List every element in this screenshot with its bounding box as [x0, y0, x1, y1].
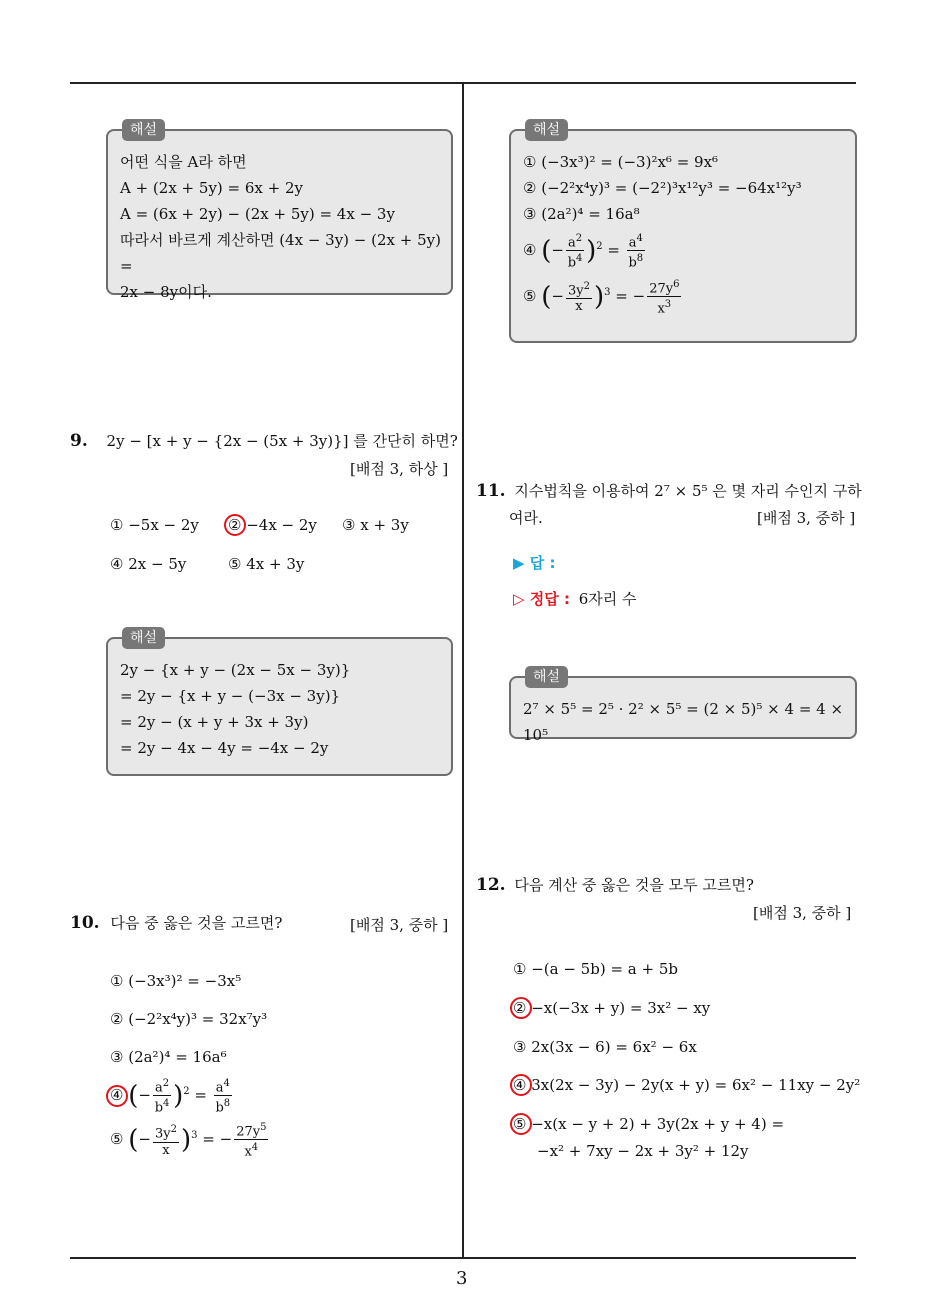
solution-line: A + (2x + 5y) = 6x + 2y [120, 179, 303, 197]
correct-answer-value: 6자리 수 [578, 590, 637, 608]
choice: ⑤ 4x + 3y [228, 555, 305, 573]
question-text-cont: 여라. [509, 509, 543, 527]
question-number: 10. [70, 913, 100, 933]
choice-5-expression: ⑤ (− $\frac{3y^2}{x}$ )$^3$ = − $\frac{27y^5}{x^4}$ [110, 1122, 267, 1160]
solution-line: = 2y − (x + y + 3x + 3y) [120, 713, 309, 731]
question-points: [배점 3, 중하 ] [753, 904, 852, 922]
question-11 [476, 480, 862, 501]
solution-box-q9 [106, 630, 453, 776]
solution-line: ③ (2a²)⁴ = 16a⁸ [523, 205, 640, 223]
question-number: 11. [476, 481, 506, 501]
solution-line: 2y − {x + y − (2x − 5x − 3y)} [120, 661, 351, 679]
page-number: 3 [456, 1268, 468, 1289]
correct-answer-label: ▷ 정답 : [513, 590, 570, 608]
question-points: [배점 3, 하상 ] [350, 460, 449, 478]
solution-tag: 해설 [122, 627, 165, 649]
choice-marker: ⑤ [110, 1129, 124, 1148]
question-12 [476, 874, 754, 895]
choice: ① −5x − 2y [110, 516, 199, 534]
solution-box-q11 [509, 669, 857, 744]
column-divider [462, 84, 464, 1258]
solution-line-4: ④ (− $\frac{a^2}{b^4}$ )$^2$ = $\frac{a^4}{b^8}$ [523, 233, 644, 271]
question-number: 9. [70, 431, 88, 451]
answer-label: ▶ 답 : [513, 554, 556, 572]
solution-line: = 2y − 4x − 4y = −4x − 2y [120, 739, 329, 757]
solution-line: 2x − 8y이다. [120, 283, 212, 301]
choice: ② −4x − 2y [228, 516, 317, 534]
question-points: [배점 3, 중하 ] [350, 916, 449, 934]
choice: ① −(a − 5b) = a + 5b [513, 960, 678, 978]
solution-line: 2⁷ × 5⁵ = 2⁵ · 2² × 5⁵ = (2 × 5)⁵ × 4 = 4 × 10⁵ [523, 700, 844, 744]
question-text: 다음 계산 중 옳은 것을 모두 고르면? [514, 876, 754, 894]
question-9 [70, 430, 458, 451]
choice: ④ 3x(2x − 3y) − 2y(x + y) = 6x² − 11xy − 2y² [513, 1076, 861, 1094]
solution-line: 따라서 바르게 계산하면 (4x − 3y) − (2x + 5y) = [120, 231, 441, 275]
choice: ④ 2x − 5y [110, 555, 187, 573]
solution-line: 어떤 식을 A라 하면 [120, 153, 247, 171]
choice-continued: −x² + 7xy − 2x + 3y² + 12y [537, 1142, 749, 1160]
solution-line-5: ⑤ (− $\frac{3y^2}{x}$ )$^3$ = − $\frac{27y^6}{x^3}$ [523, 278, 680, 317]
solution-box-q10 [509, 122, 857, 343]
solution-line: A = (6x + 2y) − (2x + 5y) = 4x − 3y [120, 205, 395, 223]
solution-tag: 해설 [525, 666, 568, 688]
solution-line: ① (−3x³)² = (−3)²x⁶ = 9x⁶ [523, 153, 719, 171]
choice-marker: ④ [523, 240, 537, 259]
solution-tag: 해설 [122, 119, 165, 141]
bottom-rule [70, 1257, 856, 1259]
choice-marker: ⑤ [523, 286, 537, 305]
choice: ② −x(−3x + y) = 3x² − xy [513, 999, 711, 1017]
choice: ① (−3x³)² = −3x⁵ [110, 972, 242, 990]
question-text: 2y − [x + y − {2x − (5x + 3y)}] 를 간단히 하면? [106, 432, 458, 450]
question-number: 12. [476, 875, 506, 895]
choice: ③ (2a²)⁴ = 16a⁶ [110, 1048, 227, 1066]
question-points: [배점 3, 중하 ] [757, 509, 856, 527]
solution-box-q8 [106, 122, 453, 301]
choice-marker: ④ [110, 1085, 124, 1104]
correct-answer-row [513, 588, 637, 609]
choice: ② (−2²x⁴y)³ = 32x⁷y³ [110, 1010, 268, 1028]
solution-tag: 해설 [525, 119, 568, 141]
question-text: 다음 중 옳은 것을 고르면? [110, 914, 283, 932]
choice: ⑤ −x(x − y + 2) + 3y(2x + y + 4) = [513, 1115, 785, 1133]
choice-4-expression: ④ (− $\frac{a^2}{b^4}$ )$^2$ = $\frac{a^4}{b^8}$ [110, 1078, 231, 1116]
solution-line: = 2y − {x + y − (−3x − 3y)} [120, 687, 341, 705]
choice: ③ 2x(3x − 6) = 6x² − 6x [513, 1038, 697, 1056]
choice: ③ x + 3y [342, 516, 409, 534]
question-text: 지수법칙을 이용하여 2⁷ × 5⁵ 은 몇 자리 수인지 구하 [514, 482, 862, 500]
question-10 [70, 912, 282, 933]
solution-line: ② (−2²x⁴y)³ = (−2²)³x¹²y³ = −64x¹²y³ [523, 179, 802, 197]
